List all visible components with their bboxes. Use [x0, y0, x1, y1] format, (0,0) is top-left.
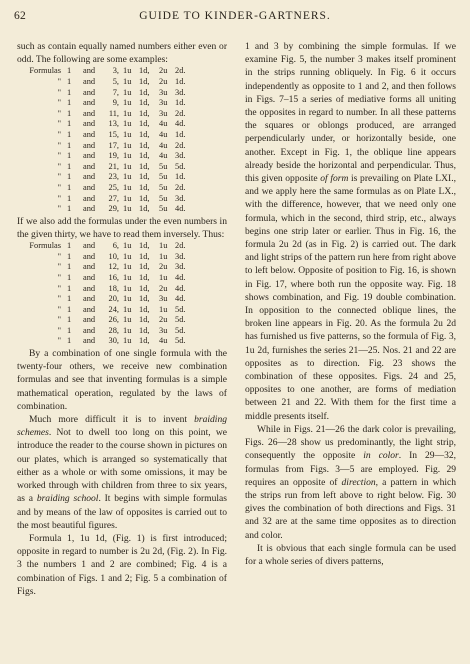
formula-cell: " — [57, 272, 61, 282]
formula-cell: 3, — [112, 66, 119, 76]
formula-cell: " — [57, 129, 61, 139]
formula-row — [21, 315, 227, 326]
formula-cell: and — [83, 241, 96, 251]
formula-row — [21, 162, 227, 173]
formula-cell: 4d. — [175, 294, 186, 304]
formula-cell: and — [83, 294, 96, 304]
formula-cell: 1u — [123, 325, 132, 335]
formula-cell: and — [83, 272, 96, 282]
formula-cell: and — [83, 204, 96, 214]
formula-cell: 4d. — [175, 204, 186, 214]
formula-cell: 1d, — [139, 283, 150, 293]
formula-cell: 5d. — [175, 304, 186, 314]
formula-cell: 1 — [67, 204, 72, 214]
formula-row — [21, 204, 227, 215]
formula-cell: " — [57, 283, 61, 293]
formula-cell: 1u — [123, 315, 132, 325]
formula-cell: 7, — [112, 87, 119, 97]
formula-cell: 1u — [123, 283, 132, 293]
formula-cell: 21, — [108, 161, 119, 171]
formula-cell: 1 — [67, 251, 72, 261]
formula-cell: " — [57, 193, 61, 203]
formula-cell: 1u — [123, 193, 132, 203]
formula-cell: and — [83, 315, 96, 325]
formula-cell: 1u — [123, 98, 132, 108]
formula-cell: 1 — [67, 119, 72, 129]
formula-cell: 2d. — [175, 140, 186, 150]
formula-cell: 4u — [159, 119, 168, 129]
formula-cell: 1u — [123, 119, 132, 129]
left-column — [17, 40, 227, 598]
formula-cell: 15, — [108, 129, 119, 139]
formula-cell: " — [57, 336, 61, 346]
formula-cell: 1d, — [139, 172, 150, 182]
formula-table-odd — [21, 66, 227, 214]
formula-cell: and — [83, 87, 96, 97]
formula-cell: 11, — [108, 108, 119, 118]
formula-cell: 1d, — [139, 315, 150, 325]
formula-cell: " — [57, 182, 61, 192]
formula-cell: and — [83, 304, 96, 314]
formula-cell: 4d. — [175, 272, 186, 282]
formula-cell: 1u — [123, 241, 132, 251]
formula-cell: 5u — [159, 193, 168, 203]
formula-cell: 2d. — [175, 241, 186, 251]
formula-row — [21, 109, 227, 120]
formula-cell: and — [83, 193, 96, 203]
formula-row — [21, 77, 227, 88]
formula-cell: and — [83, 98, 96, 108]
formula-cell: 2u — [159, 77, 168, 86]
formula-cell: and — [83, 172, 96, 182]
formula-cell: " — [57, 77, 61, 86]
formula-cell: 1u — [159, 272, 168, 282]
formula-cell: " — [57, 251, 61, 261]
formula-cell: 1 — [67, 161, 72, 171]
formula-row — [21, 326, 227, 337]
formula-cell: " — [57, 140, 61, 150]
formula-cell: 1u — [123, 129, 132, 139]
formula-cell: 5d. — [175, 161, 186, 171]
formula-cell: 3d. — [175, 193, 186, 203]
formula-cell: 2d. — [175, 108, 186, 118]
formula-cell: and — [83, 77, 96, 86]
formula-row — [21, 98, 227, 109]
formula-cell: 1 — [67, 77, 72, 86]
formula-cell: 1u — [123, 304, 132, 314]
formula-cell: 1u — [123, 294, 132, 304]
formula-cell: 1d, — [139, 66, 150, 76]
formula-cell: 1u — [123, 251, 132, 261]
right-column — [245, 40, 456, 568]
formula-cell: 1 — [67, 129, 72, 139]
formula-cell: 1d, — [139, 140, 150, 150]
formula-cell: 12, — [108, 262, 119, 272]
formula-cell: 1 — [67, 304, 72, 314]
running-title: GUIDE TO KINDER-GARTNERS. — [139, 10, 331, 22]
formula-cell: 1u — [159, 304, 168, 314]
formula-cell: 18, — [108, 283, 119, 293]
formula-cell: 27, — [108, 193, 119, 203]
formula-cell: 3d. — [175, 151, 186, 161]
formula-cell: 4u — [159, 140, 168, 150]
formula-cell: and — [83, 129, 96, 139]
formula-cell: 1d, — [139, 325, 150, 335]
formula-cell: 5u — [159, 172, 168, 182]
formula-cell: 9, — [112, 98, 119, 108]
formula-row — [21, 336, 227, 347]
formula-cell: 1d, — [139, 77, 150, 86]
formula-cell: 29, — [108, 204, 119, 214]
formula-cell: " — [57, 304, 61, 314]
formula-row — [21, 252, 227, 263]
formula-cell: 1 — [67, 140, 72, 150]
inverse-paragraph: If we also add the formulas under the even numbers in the given thirty, we have to read them inversely. Thus: — [17, 215, 227, 240]
formula-cell: and — [83, 251, 96, 261]
formula-cell: 1d, — [139, 193, 150, 203]
formula-row — [21, 141, 227, 152]
formula-cell: 1d, — [139, 204, 150, 214]
formula-cell: 1d, — [139, 129, 150, 139]
formula-row — [21, 305, 227, 316]
formula-cell: 1u — [123, 151, 132, 161]
formula-cell: 25, — [108, 182, 119, 192]
formula-cell: Formulas — [29, 66, 61, 76]
formula-cell: 30, — [108, 336, 119, 346]
formula-cell: 5d. — [175, 336, 186, 346]
formula-cell: 5u — [159, 161, 168, 171]
formula-cell: 5d. — [175, 325, 186, 335]
formula-cell: 1d, — [139, 108, 150, 118]
formula-cell: 4d. — [175, 283, 186, 293]
formula-cell: 3u — [159, 294, 168, 304]
formula-cell: " — [57, 87, 61, 97]
formula-cell: 1d, — [139, 182, 150, 192]
formula-cell: and — [83, 325, 96, 335]
formula-cell: 19, — [108, 151, 119, 161]
formula-cell: 17, — [108, 140, 119, 150]
formula-cell: 1d, — [139, 151, 150, 161]
figures-paragraph: 1 and 3 by combining the simple formulas. If we examine Fig. 5, the number 3 makes itself prominent in the strips running obliquely. In Fig. 6 it occurs independently as opposite to 1 and 2, and then follows in Figs. 7–15 a series of mediative forms all uniting the opposites in regard to number. In all these patterns the squares or oblongs produced, are arranged perpendicularly under, or horizontally beside, one another. Except in Fig. 1, the oblique line appears already beside the horizontal and perpendicular. Thus, this given opposite of form is prevailing on Plate LXI., and we apply here the same formulas as on Plate LX., with the difference, however, that we need only one formula, which in the second, third strip, etc., always begins one strip later or earlier. Thus in Fig. 16, the formula 2u 2d (as in Fig. 2) is carried out. The dark and light strips of the pattern run here from right above to left below. Opposite of position to Fig. 16, is shown in Fig. 17, where both run the opposite way. Fig. 18 shows combination, and Fig. 19 double combination. In opposition to the connected oblique lines, the broken line appears in Fig. 20. As the formula 2u 2d has furnished us five patterns, so the formula of Fig. 3, 1u 2d, furnishes the series 21—25. Nos. 21 and 22 are opposites as to direction. Fig. 23 shows the combination of these opposites. Figs. 24 and 25, opposites to one another, are forms of mediation between 21 and 22. With them for the first time a middle presents itself. — [245, 41, 456, 422]
formula-row — [21, 273, 227, 284]
formula-cell: 5, — [112, 77, 119, 86]
formula-cell: 1u — [123, 262, 132, 272]
formula-cell: 1d, — [139, 272, 150, 282]
formula-cell: and — [83, 262, 96, 272]
formula-cell: " — [57, 294, 61, 304]
formula-row — [21, 88, 227, 99]
formula-cell: 1u — [123, 77, 132, 86]
formula-cell: 1 — [67, 151, 72, 161]
intro-paragraph: such as contain equally named numbers either even or odd. The following are some examples: — [17, 41, 227, 66]
formula-table-even — [21, 241, 227, 347]
formula-row — [21, 66, 227, 77]
formula-cell: 1u — [123, 87, 132, 97]
formula-cell: 4u — [159, 151, 168, 161]
formula-cell: 1 — [67, 193, 72, 203]
formula-cell: and — [83, 151, 96, 161]
formula-cell: 20, — [108, 294, 119, 304]
formula-cell: and — [83, 283, 96, 293]
formula-cell: " — [57, 204, 61, 214]
formula-cell: and — [83, 66, 96, 76]
formula-row — [21, 151, 227, 162]
formula-cell: " — [57, 151, 61, 161]
formula-cell: 1 — [67, 294, 72, 304]
page-number: 62 — [14, 10, 27, 22]
formula-cell: " — [57, 98, 61, 108]
formula-cell: 24, — [108, 304, 119, 314]
formula-cell: 2u — [159, 66, 168, 76]
formula-row — [21, 172, 227, 183]
formula-cell: 2u — [159, 315, 168, 325]
formula-cell: and — [83, 108, 96, 118]
formula-cell: 1d. — [175, 77, 186, 86]
formula-cell: 1d, — [139, 119, 150, 129]
formula-cell: 1d, — [139, 294, 150, 304]
formula-cell: 1 — [67, 98, 72, 108]
formula-cell: and — [83, 161, 96, 171]
formula-cell: 1u — [159, 241, 168, 251]
formula-cell: 10, — [108, 251, 119, 261]
formula-cell: 1d, — [139, 241, 150, 251]
formula-cell: 1u — [123, 108, 132, 118]
formula-cell: 1 — [67, 66, 72, 76]
formula-cell: 1u — [159, 251, 168, 261]
formula-cell: 13, — [108, 119, 119, 129]
formula-cell: 1u — [123, 204, 132, 214]
formula-cell: 5u — [159, 204, 168, 214]
formula-row — [21, 119, 227, 130]
formula-cell: 1d, — [139, 336, 150, 346]
page-header — [14, 10, 456, 26]
formula-cell: 1d, — [139, 98, 150, 108]
formula-cell: 1 — [67, 182, 72, 192]
formula-cell: 3u — [159, 108, 168, 118]
formula-cell: 16, — [108, 272, 119, 282]
formula-cell: and — [83, 336, 96, 346]
formula-cell: " — [57, 161, 61, 171]
formula-cell: 1u — [123, 336, 132, 346]
formula-cell: 1d, — [139, 251, 150, 261]
formula-cell: " — [57, 325, 61, 335]
formula-cell: 1d. — [175, 98, 186, 108]
combination-paragraph: By a combination of one single formula with the twenty-four others, we receive new combination formulas and see that inventing formulas is a simple mathematical operation, regulated by the laws of combination. — [17, 348, 227, 412]
formula-cell: 3u — [159, 87, 168, 97]
color-paragraph: While in Figs. 21—26 the dark color is prevailing, Figs. 26—28 show us predominantly, the light strip, consequently the opposite in color. In 29—32, formulas from Figs. 3—5 are employed. Fig. 29 requires an opposite of direction, a pattern in which the strips run from left above to right below. Fig. 30 gives the combination of both directions and Figs. 31 and 32 are at the same time opposites as to direction and color. — [245, 423, 457, 541]
formula-cell: 3d. — [175, 87, 186, 97]
formula-cell: 2u — [159, 283, 168, 293]
formula-row — [21, 294, 227, 305]
formula-cell: 1d. — [175, 172, 186, 182]
formula-cell: 1 — [67, 325, 72, 335]
formula-one-paragraph: Formula 1, 1u 1d, (Fig. 1) is first introduced; opposite in regard to number is 2u 2d, (Fig. 2). In Fig. 3 the numbers 1 and 2 are combined; Fig. 4 is a combination of Figs. 1 and 2; Fig. 5 a combination of Figs. — [17, 532, 227, 597]
formula-cell: 23, — [108, 172, 119, 182]
formula-cell: 2d. — [175, 182, 186, 192]
formula-cell: 3d. — [175, 262, 186, 272]
formula-cell: 1d, — [139, 262, 150, 272]
formula-row — [21, 262, 227, 273]
formula-cell: 1 — [67, 315, 72, 325]
formula-cell: 5d. — [175, 315, 186, 325]
formula-cell: 4u — [159, 336, 168, 346]
formula-cell: 3u — [159, 325, 168, 335]
formula-cell: 2d. — [175, 66, 186, 76]
formula-cell: 1u — [123, 161, 132, 171]
formula-cell: 1 — [67, 336, 72, 346]
formula-cell: " — [57, 119, 61, 129]
formula-row — [21, 130, 227, 141]
formula-cell: 1 — [67, 272, 72, 282]
formula-cell: 5u — [159, 182, 168, 192]
formula-cell: and — [83, 182, 96, 192]
formula-row — [21, 194, 227, 205]
formula-cell: " — [57, 315, 61, 325]
formula-cell: Formulas — [29, 241, 61, 251]
formula-cell: 4u — [159, 129, 168, 139]
formula-row — [21, 284, 227, 295]
formula-cell: and — [83, 119, 96, 129]
formula-cell: 3d. — [175, 251, 186, 261]
formula-cell: 1d. — [175, 129, 186, 139]
formula-cell: 2u — [159, 262, 168, 272]
formula-cell: 6, — [112, 241, 119, 251]
formula-cell: 1u — [123, 172, 132, 182]
formula-cell: " — [57, 172, 61, 182]
formula-cell: 1 — [67, 283, 72, 293]
formula-cell: 1u — [123, 272, 132, 282]
formula-cell: " — [57, 108, 61, 118]
formula-cell: 4d. — [175, 119, 186, 129]
formula-cell: 1 — [67, 87, 72, 97]
formula-cell: 1d, — [139, 87, 150, 97]
formula-row — [21, 241, 227, 252]
formula-cell: 1 — [67, 172, 72, 182]
formula-cell: 1 — [67, 108, 72, 118]
formula-cell: and — [83, 140, 96, 150]
formula-cell: 3u — [159, 98, 168, 108]
formula-cell: 1d, — [139, 161, 150, 171]
formula-row — [21, 183, 227, 194]
formula-cell: 1u — [123, 66, 132, 76]
closing-paragraph: It is obvious that each single formula can be used for a whole series of divers patterns, — [245, 542, 456, 567]
formula-cell: " — [57, 262, 61, 272]
formula-cell: 1u — [123, 140, 132, 150]
formula-cell: 28, — [108, 325, 119, 335]
formula-cell: 1u — [123, 182, 132, 192]
braiding-paragraph: Much more difficult it is to invent braiding schemes. Not to dwell too long on this point, we introduce the reader to the course shown in pictures on our plates, which is arranged so systematically that either as a whole or with some omissions, it may be worked through with children from three to six years, as a braiding school. It begins with simple formulas and by means of the law of opposites is carried out to the most beautiful figures. — [17, 414, 227, 531]
formula-cell: 26, — [108, 315, 119, 325]
formula-cell: 1 — [67, 262, 72, 272]
formula-cell: 1 — [67, 241, 72, 251]
formula-cell: 1d, — [139, 304, 150, 314]
